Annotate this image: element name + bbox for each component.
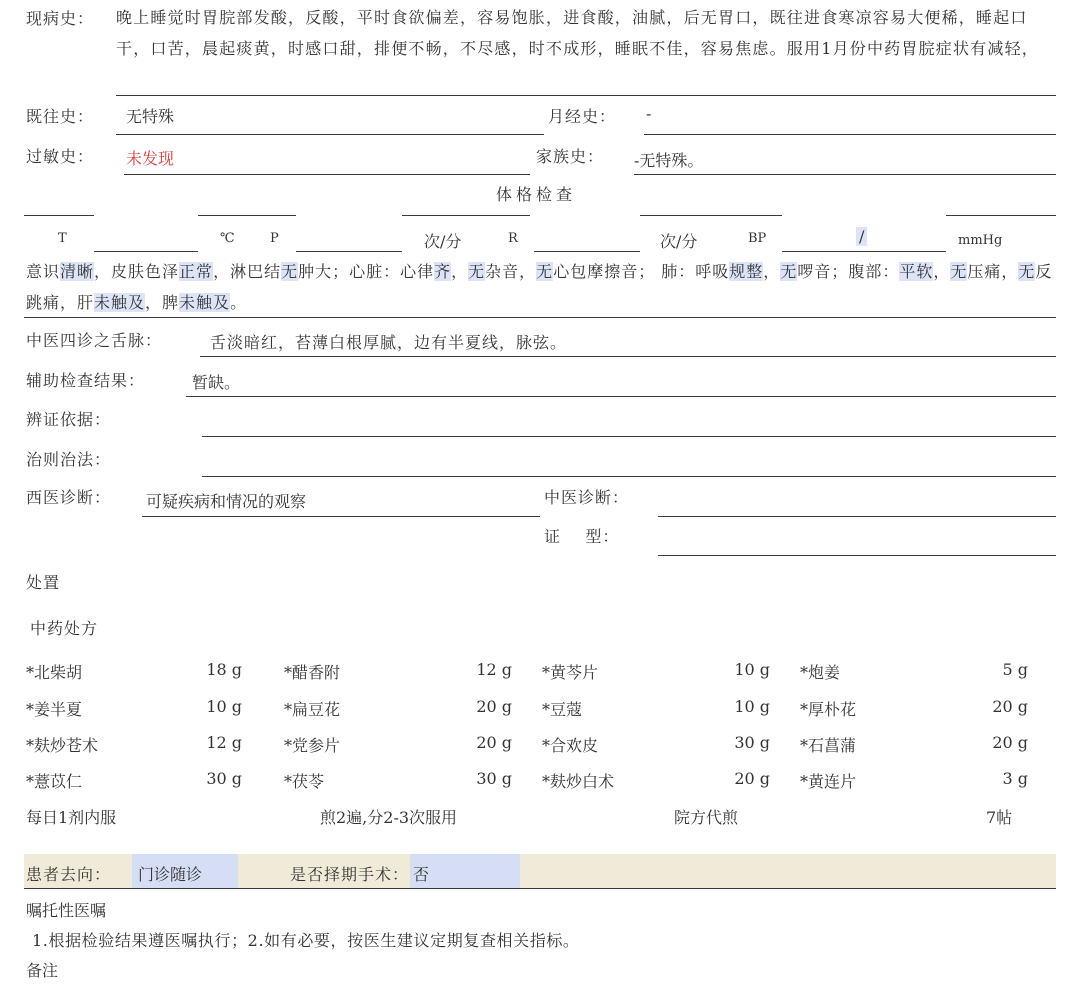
- remark-label: 备注: [26, 961, 59, 980]
- family-history-underline: [634, 174, 1056, 175]
- medicine-name: *醋香附: [284, 663, 341, 682]
- prescription-usage: 每日1剂内服: [26, 808, 117, 827]
- medicine-name: *扁豆花: [284, 700, 341, 719]
- medicine-name: *豆蔻: [542, 700, 583, 719]
- medicine-dose: 30 g: [734, 733, 770, 752]
- disposition-underline: [24, 888, 1056, 889]
- disposition-label: 患者去向：: [26, 865, 112, 884]
- medicine-dose: 5 g: [1002, 660, 1028, 679]
- medicine-name: *茯苓: [284, 772, 325, 791]
- blood-pressure-separator: /: [856, 227, 867, 246]
- advice-label: 嘱托性医嘱: [26, 901, 107, 920]
- allergy-history-underline: [124, 174, 530, 175]
- blood-pressure-field: [782, 251, 946, 252]
- respiration-label: R: [508, 231, 518, 246]
- advice-text: 1.根据检验结果遵医嘱执行；2.如有必要，按医生建议定期复查相关指标。: [32, 931, 580, 950]
- medicine-dose: 10 g: [734, 660, 770, 679]
- medicine-name: *黄芩片: [542, 663, 599, 682]
- prescription-decocted-by: 院方代煎: [674, 808, 739, 827]
- medicine-dose: 10 g: [206, 697, 242, 716]
- diagnosis-basis-underline: [202, 436, 1056, 437]
- pulse-label: P: [270, 231, 279, 246]
- medicine-name: *厚朴花: [800, 700, 857, 719]
- blood-pressure-label: BP: [748, 231, 767, 246]
- medicine-name: *石菖蒲: [800, 736, 857, 755]
- auxiliary-exam-label: 辅助检查结果：: [26, 371, 146, 390]
- family-history-value: -无特殊。: [634, 151, 704, 170]
- exam-line: [640, 215, 782, 216]
- syndrome-underline: [658, 555, 1056, 556]
- western-diagnosis-value: 可疑疾病和情况的观察: [146, 492, 307, 511]
- physical-exam-title: 体格检查: [496, 185, 577, 204]
- prescription-count: 7帖: [986, 808, 1013, 827]
- family-history-label: 家族史：: [536, 147, 605, 166]
- medicine-dose: 12 g: [476, 660, 512, 679]
- medicine-dose: 3 g: [1002, 769, 1028, 788]
- treatment-principle-label: 治则治法：: [26, 450, 112, 469]
- medicine-dose: 18 g: [206, 660, 242, 679]
- medicine-dose: 20 g: [734, 769, 770, 788]
- syndrome-label: 证 型：: [544, 527, 620, 546]
- medicine-name: *姜半夏: [26, 700, 83, 719]
- elective-surgery-label: 是否择期手术：: [290, 865, 410, 884]
- temperature-label: T: [58, 231, 67, 246]
- western-diagnosis-label: 西医诊断：: [26, 488, 112, 507]
- auxiliary-exam-value: 暂缺。: [192, 373, 241, 392]
- prescription-title: 中药处方: [30, 619, 99, 638]
- medicine-dose: 30 g: [476, 769, 512, 788]
- medicine-name: *麸炒白术: [542, 772, 615, 791]
- diagnosis-basis-label: 辨证依据：: [26, 410, 112, 429]
- exam-line: [946, 215, 1056, 216]
- respiration-field: [534, 251, 640, 252]
- medicine-name: *麸炒苍术: [26, 736, 99, 755]
- prescription-decoction: 煎2遍,分2-3次服用: [320, 808, 458, 827]
- western-diagnosis-underline: [142, 516, 540, 517]
- past-history-underline: [116, 134, 544, 135]
- disposition-value[interactable]: 门诊随诊: [138, 865, 203, 884]
- past-history-label: 既往史：: [26, 107, 95, 126]
- auxiliary-exam-underline: [186, 396, 1056, 397]
- tcm-diagnosis-label: 中医诊断：: [544, 488, 630, 507]
- present-history-label: 现病史：: [26, 9, 95, 28]
- blood-pressure-unit: mmHg: [958, 233, 1003, 248]
- temperature-field: [94, 251, 198, 252]
- present-history-underline: [116, 95, 1056, 96]
- temperature-unit: ℃: [220, 231, 235, 246]
- exam-findings-underline: [24, 317, 1056, 318]
- tongue-pulse-label: 中医四诊之舌脉：: [26, 331, 163, 350]
- tongue-pulse-value: 舌淡暗红，苔薄白根厚腻，边有半夏线，脉弦。: [210, 333, 568, 352]
- pulse-unit: 次/分: [424, 232, 462, 251]
- tcm-diagnosis-underline: [658, 516, 1056, 517]
- medicine-dose: 12 g: [206, 733, 242, 752]
- medicine-dose: 20 g: [992, 733, 1028, 752]
- medicine-dose: 20 g: [476, 733, 512, 752]
- medicine-name: *合欢皮: [542, 736, 599, 755]
- menstrual-history-value: -: [646, 104, 652, 123]
- allergy-history-value: 未发现: [126, 149, 175, 168]
- present-history-text: 晚上睡觉时胃脘部发酸，反酸，平时食欲偏差，容易饱胀，进食酸，油腻，后无胃口，既往进食寒凉容易大便稀，睡起口干，口苦，晨起痰黄，时感口甜，排便不畅，不尽感，时不成形，睡眠不佳，容易焦虑。服用1月份中药胃脘症状有减轻，: [116, 8, 1039, 58]
- past-history-value: 无特殊: [126, 107, 175, 126]
- medicine-name: *薏苡仁: [26, 772, 83, 791]
- treatment-principle-underline: [202, 476, 1056, 477]
- exam-line: [198, 215, 296, 216]
- disposal-label: 处置: [26, 573, 61, 592]
- exam-findings: 意识清晰，皮肤色泽正常，淋巴结无肿大；心脏：心律齐，无杂音，无心包摩擦音； 肺：呼吸规整，无啰音；腹部：平软，无压痛，无反跳痛，肝未触及，脾未触及。: [26, 262, 1053, 312]
- medicine-name: *炮姜: [800, 663, 841, 682]
- elective-surgery-value[interactable]: 否: [413, 865, 430, 884]
- menstrual-history-label: 月经史：: [548, 107, 617, 126]
- allergy-history-label: 过敏史：: [26, 147, 95, 166]
- tongue-pulse-underline: [200, 356, 1056, 357]
- medicine-name: *党参片: [284, 736, 341, 755]
- exam-line: [402, 215, 530, 216]
- medicine-dose: 20 g: [476, 697, 512, 716]
- medicine-dose: 10 g: [734, 697, 770, 716]
- medicine-name: *黄连片: [800, 772, 857, 791]
- pulse-field: [296, 251, 402, 252]
- medicine-name: *北柴胡: [26, 663, 83, 682]
- medicine-dose: 30 g: [206, 769, 242, 788]
- respiration-unit: 次/分: [660, 232, 698, 251]
- menstrual-history-underline: [644, 134, 1056, 135]
- exam-line: [24, 215, 94, 216]
- medicine-dose: 20 g: [992, 697, 1028, 716]
